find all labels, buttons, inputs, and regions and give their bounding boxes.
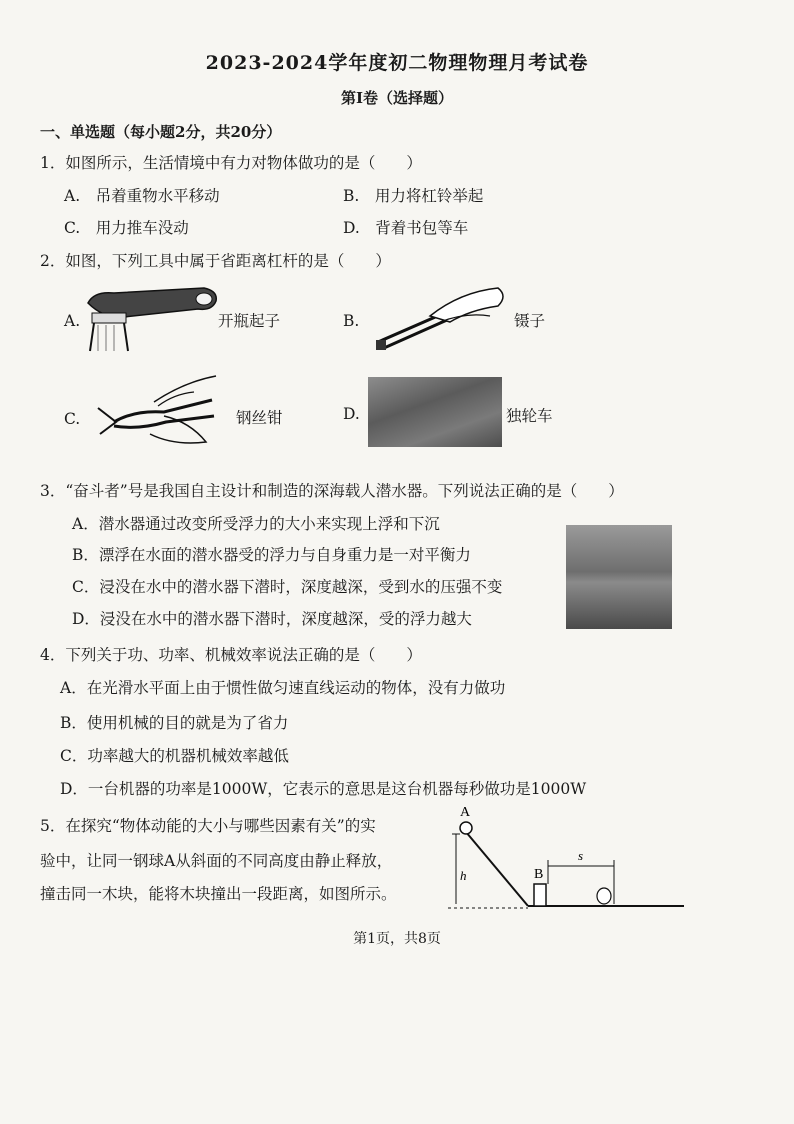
q1-option-c: C. 用力推车没动 [64,219,189,237]
figure-label-b: B [534,867,544,882]
q4-option-d: D．一台机器的功率是1000W，它表示的意思是这台机器每秒做功是1000W [60,780,587,798]
q1-option-a: A. 吊着重物水平移动 [64,187,220,205]
q3-option-d: D．浸没在水中的潜水器下潜时，深度越深，受的浮力越大 [72,610,472,628]
pliers-figure [94,372,224,450]
figure-label-s: s [578,848,584,863]
figure-label-a: A [460,805,471,820]
q3-option-c: C．浸没在水中的潜水器下潜时，深度越深，受到水的压强不变 [72,578,503,596]
q4-option-a: A．在光滑水平面上由于惯性做匀速直线运动的物体，没有力做功 [60,679,506,697]
ramp-experiment-figure [448,804,688,916]
page-title: 2023-2024学年度初二物理物理月考试卷 [205,52,589,74]
q2-option-a-label: 开瓶起子 [218,312,281,330]
q3-option-a: A．潜水器通过改变所受浮力的大小来实现上浮和下沉 [72,515,440,533]
bottle-opener-figure [84,283,222,353]
question-5-line-3: 撞击同一木块，能将木块撞出一段距离，如图所示。 [40,885,397,903]
q2-option-a-letter: A. [64,312,81,330]
q1-option-d: D. 背着书包等车 [343,219,469,237]
q2-option-d-letter: D. [343,405,360,423]
section-heading: 一、单选题（每小题2分，共20分） [40,123,282,141]
q4-option-b: B．使用机械的目的就是为了省力 [60,714,289,732]
page-subtitle: 第I卷（选择题） [340,89,454,107]
figure-label-h: h [460,868,467,883]
q1-option-b: B. 用力将杠铃举起 [343,187,484,205]
q2-option-b-letter: B. [343,312,360,330]
submersible-photo [566,525,672,629]
page-footer: 第1页，共8页 [353,931,441,947]
tweezers-figure [370,282,510,354]
question-1-stem: 1．如图所示，生活情境中有力对物体做功的是（ ） [40,154,422,172]
q2-option-c-label: 钢丝钳 [236,409,283,427]
question-5-line-1: 5．在探究“物体动能的大小与哪些因素有关”的实 [40,817,376,835]
question-4-stem: 4．下列关于功、功率、机械效率说法正确的是（ ） [40,646,422,664]
question-5-line-2: 验中，让同一钢球A从斜面的不同高度由静止释放， [40,852,393,870]
q2-option-d-label: 独轮车 [506,407,553,425]
wheelbarrow-photo [368,377,502,447]
q2-option-b-label: 镊子 [514,312,546,330]
q3-option-b: B．漂浮在水面的潜水器受的浮力与自身重力是一对平衡力 [72,546,471,564]
q4-option-c: C．功率越大的机器机械效率越低 [60,747,289,765]
q2-option-c-letter: C. [64,410,81,428]
question-3-stem: 3．“奋斗者”号是我国自主设计和制造的深海载人潜水器。下列说法正确的是（ ） [40,482,624,500]
question-2-stem: 2．如图，下列工具中属于省距离杠杆的是（ ） [40,252,391,270]
